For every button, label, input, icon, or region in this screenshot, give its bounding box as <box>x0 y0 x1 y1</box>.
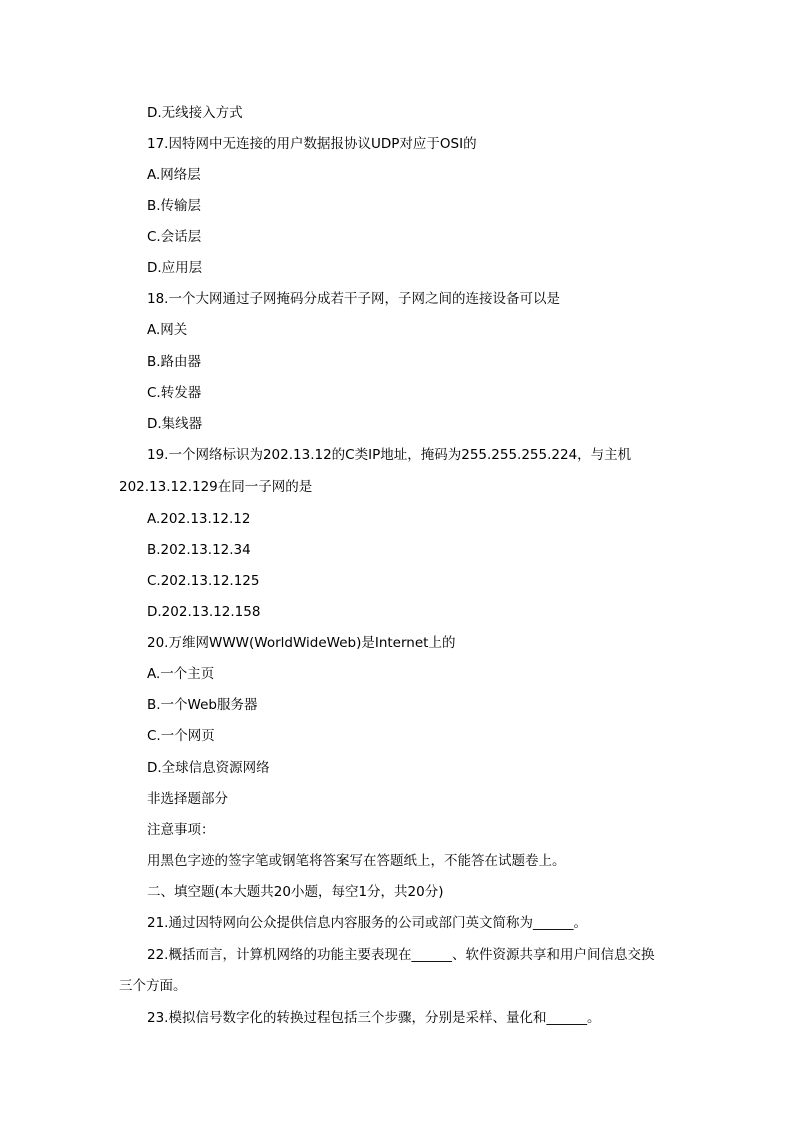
q17-option-c: C.会话层 <box>147 229 202 245</box>
q23-stem: 23.模拟信号数字化的转换过程包括三个步骤，分别是采样、量化和______。 <box>147 1010 601 1026</box>
q18-option-c: C.转发器 <box>147 385 202 401</box>
q18-stem: 18.一个大网通过子网掩码分成若干子网，子网之间的连接设备可以是 <box>147 291 560 307</box>
q17-option-d: D.应用层 <box>147 260 203 276</box>
section-heading-fill-in: 二、填空题(本大题共20小题，每空1分，共20分) <box>147 884 444 900</box>
q20-option-d: D.全球信息资源网络 <box>147 760 270 776</box>
notice-text: 用黑色字迹的签字笔或钢笔将答案写在答题纸上，不能答在试题卷上。 <box>147 853 566 869</box>
q19-stem-continued: 202.13.12.129在同一子网的是 <box>119 479 313 495</box>
q22-stem-continued: 三个方面。 <box>119 978 187 994</box>
q22-stem: 22.概括而言，计算机网络的功能主要表现在______、软件资源共享和用户间信息交换 <box>147 947 655 963</box>
section-heading-non-choice: 非选择题部分 <box>147 791 228 807</box>
q17-stem: 17.因特网中无连接的用户数据报协议UDP对应于OSI的 <box>147 136 477 152</box>
q18-option-a: A.网关 <box>147 322 188 338</box>
q16-option-d: D.无线接入方式 <box>147 105 243 121</box>
q20-option-a: A.一个主页 <box>147 666 215 682</box>
q20-option-c: C.一个网页 <box>147 728 215 744</box>
q19-option-c: C.202.13.12.125 <box>147 573 260 589</box>
q18-option-d: D.集线器 <box>147 416 203 432</box>
q18-option-b: B.路由器 <box>147 354 202 370</box>
q19-option-b: B.202.13.12.34 <box>147 542 251 558</box>
q17-option-a: A.网络层 <box>147 167 201 183</box>
q17-option-b: B.传输层 <box>147 198 202 214</box>
q20-stem: 20.万维网WWW(WorldWideWeb)是Internet上的 <box>147 635 456 651</box>
notice-heading: 注意事项： <box>147 822 215 838</box>
q19-option-d: D.202.13.12.158 <box>147 604 261 620</box>
q19-stem: 19.一个网络标识为202.13.12的C类IP地址，掩码为255.255.255.224，与主机 <box>147 447 632 463</box>
q19-option-a: A.202.13.12.12 <box>147 511 251 527</box>
q21-stem: 21.通过因特网向公众提供信息内容服务的公司或部门英文简称为______。 <box>147 915 587 931</box>
q20-option-b: B.一个Web服务器 <box>147 697 258 713</box>
